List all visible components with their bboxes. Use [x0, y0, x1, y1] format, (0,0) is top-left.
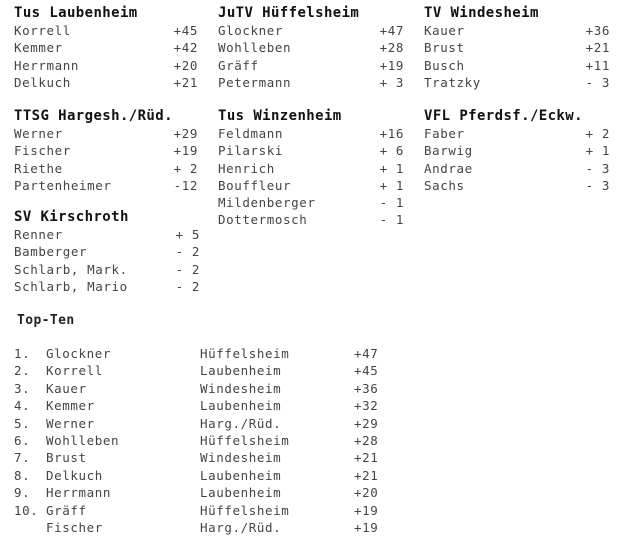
player-score: +29 [173, 126, 198, 141]
topten-score: +28 [354, 432, 379, 448]
topten-club: Laubenheim [200, 485, 282, 501]
player-row [14, 22, 198, 39]
topten-player-name: Kemmer [46, 398, 95, 414]
player-name: Riethe [14, 160, 63, 176]
player-score: +28 [379, 40, 404, 56]
topten-row [14, 380, 386, 397]
topten-row [14, 397, 386, 414]
player-row [218, 74, 404, 91]
player-name: Korrell [14, 23, 71, 38]
player-score: +36 [585, 23, 610, 38]
team-title: JuTV Hüffelsheim [218, 5, 360, 21]
player-name: Fischer [14, 143, 71, 159]
player-row [218, 125, 404, 142]
topten-row [14, 449, 386, 466]
player-score: - 2 [175, 261, 200, 277]
topten-rank: 3. [14, 380, 31, 396]
player-row [14, 243, 200, 260]
player-name: Feldmann [218, 126, 284, 141]
player-score: + 1 [379, 177, 404, 193]
player-score: - 2 [175, 278, 200, 294]
topten-player-name: Brust [46, 450, 87, 466]
topten-player-name: Fischer [46, 519, 103, 535]
player-name: Pilarski [218, 143, 284, 159]
player-name: Henrich [218, 160, 275, 176]
player-row [14, 57, 198, 74]
player-score: +20 [173, 57, 198, 73]
player-score: +16 [379, 126, 404, 141]
player-name: Andrae [424, 160, 473, 176]
player-list [14, 22, 198, 91]
player-score: +11 [585, 57, 610, 73]
player-name: Busch [424, 57, 465, 73]
player-name: Schlarb, Mario [14, 278, 128, 294]
topten-club: Laubenheim [200, 363, 282, 379]
player-score: + 5 [175, 227, 200, 242]
topten-player-name: Wohlleben [46, 432, 120, 448]
topten-player-name: Gräff [46, 502, 87, 518]
player-row [14, 160, 198, 177]
team-title: TTSG Hargesh./Rüd. [14, 108, 173, 124]
topten-club: Hüffelsheim [200, 432, 290, 448]
player-list [218, 125, 404, 229]
topten-rank: 6. [14, 432, 31, 448]
player-row [14, 177, 198, 194]
topten-score: +20 [354, 485, 379, 501]
player-score: + 1 [379, 160, 404, 176]
player-score: + 6 [379, 143, 404, 159]
player-row [218, 39, 404, 56]
topten-club: Laubenheim [200, 398, 282, 414]
topten-row [14, 362, 386, 379]
player-row [424, 22, 610, 39]
player-row [14, 226, 200, 243]
player-name: Schlarb, Mark. [14, 261, 128, 277]
player-name: Wohlleben [218, 40, 292, 56]
topten-rank: 7. [14, 450, 31, 466]
topten-score: +36 [354, 380, 379, 396]
player-list [14, 125, 198, 194]
topten-rank: 8. [14, 467, 31, 483]
player-row [424, 160, 610, 177]
player-name: Faber [424, 126, 465, 141]
topten-player-name: Delkuch [46, 467, 103, 483]
player-name: Renner [14, 227, 63, 242]
player-name: Herrmann [14, 57, 80, 73]
player-row [218, 160, 404, 177]
player-name: Partenheimer [14, 177, 112, 193]
team-title: TV Windesheim [424, 5, 539, 21]
team-block-winzenheim [218, 108, 404, 229]
player-name: Sachs [424, 177, 465, 193]
player-list [218, 22, 404, 91]
player-score: - 2 [175, 244, 200, 260]
topten-row [14, 502, 386, 519]
player-name: Kauer [424, 23, 465, 38]
player-row [218, 22, 404, 39]
topten-row [14, 432, 386, 449]
topten-score: +21 [354, 450, 379, 466]
player-name: Werner [14, 126, 63, 141]
player-score: +21 [173, 74, 198, 90]
topten-rank: 2. [14, 363, 31, 379]
team-title: VFL Pferdsf./Eckw. [424, 108, 583, 124]
player-score: + 2 [173, 160, 198, 176]
topten-club: Hüffelsheim [200, 502, 290, 518]
team-title: Tus Laubenheim [14, 5, 138, 21]
player-name: Petermann [218, 74, 292, 90]
team-block-pferdsfeld-eckweiler [424, 108, 610, 194]
topten-player-name: Kauer [46, 380, 87, 396]
topten-player-name: Werner [46, 415, 95, 431]
team-title: Tus Winzenheim [218, 108, 342, 124]
player-row [218, 211, 404, 228]
player-name: Barwig [424, 143, 473, 159]
topten-club: Windesheim [200, 380, 282, 396]
player-score: +42 [173, 40, 198, 56]
topten-row [14, 484, 386, 501]
player-score: +45 [173, 23, 198, 38]
player-score: -12 [173, 177, 198, 193]
player-row [14, 125, 198, 142]
topten-rank: 4. [14, 398, 31, 414]
player-list [14, 226, 200, 295]
topten-club: Hüffelsheim [200, 346, 290, 361]
player-row [218, 177, 404, 194]
player-name: Bouffleur [218, 177, 292, 193]
team-block-windesheim [424, 5, 610, 91]
team-block-hargesheim-ruedesheim [14, 108, 198, 194]
team-block-hueffelsheim [218, 5, 404, 91]
player-name: Glockner [218, 23, 284, 38]
topten-rank: 1. [14, 346, 31, 361]
player-row [218, 57, 404, 74]
player-name: Brust [424, 40, 465, 56]
player-row [424, 177, 610, 194]
player-name: Gräff [218, 57, 259, 73]
topten-player-name: Herrmann [46, 485, 112, 501]
topten-club: Laubenheim [200, 467, 282, 483]
topten-club: Windesheim [200, 450, 282, 466]
topten-player-name: Korrell [46, 363, 103, 379]
topten-list [14, 345, 386, 536]
topten-club: Harg./Rüd. [200, 415, 282, 431]
player-score: +47 [379, 23, 404, 38]
player-name: Dottermosch [218, 212, 308, 228]
player-score: +21 [585, 40, 610, 56]
player-row [14, 39, 198, 56]
topten-title: Top-Ten [17, 313, 75, 328]
team-block-kirschroth [14, 209, 200, 295]
topten-rank: 5. [14, 415, 31, 431]
player-row [424, 125, 610, 142]
topten-player-name: Glockner [46, 346, 112, 361]
player-score: - 3 [585, 160, 610, 176]
player-score: +19 [379, 57, 404, 73]
topten-score: +29 [354, 415, 379, 431]
player-name: Delkuch [14, 74, 71, 90]
player-row [218, 142, 404, 159]
topten-score: +19 [354, 519, 379, 535]
topten-score: +45 [354, 363, 379, 379]
player-score: +19 [173, 143, 198, 159]
player-row [424, 142, 610, 159]
player-score: - 3 [585, 177, 610, 193]
player-score: - 1 [379, 195, 404, 211]
team-title: SV Kirschroth [14, 209, 129, 225]
player-row [424, 57, 610, 74]
topten-rank: 10. [14, 502, 39, 518]
player-list [424, 22, 610, 91]
topten-score: +21 [354, 467, 379, 483]
topten-rank: 9. [14, 485, 31, 501]
player-score: - 1 [379, 212, 404, 228]
player-name: Tratzky [424, 74, 481, 90]
player-row [14, 278, 200, 295]
team-block-laubenheim [14, 5, 198, 91]
player-score: + 2 [585, 126, 610, 141]
player-name: Bamberger [14, 244, 88, 260]
player-row [14, 261, 200, 278]
topten-score: +19 [354, 502, 379, 518]
topten-row [14, 345, 386, 362]
player-score: + 3 [379, 74, 404, 90]
topten-club: Harg./Rüd. [200, 519, 282, 535]
player-list [424, 125, 610, 194]
player-row [218, 194, 404, 211]
player-row [14, 74, 198, 91]
player-row [14, 142, 198, 159]
topten-score: +47 [354, 346, 379, 361]
topten-row [14, 519, 386, 536]
player-row [424, 39, 610, 56]
player-score: - 3 [585, 74, 610, 90]
player-name: Kemmer [14, 40, 63, 56]
topten-row [14, 415, 386, 432]
topten-row [14, 467, 386, 484]
topten-score: +32 [354, 398, 379, 414]
player-score: + 1 [585, 143, 610, 159]
player-name: Mildenberger [218, 195, 316, 211]
player-row [424, 74, 610, 91]
